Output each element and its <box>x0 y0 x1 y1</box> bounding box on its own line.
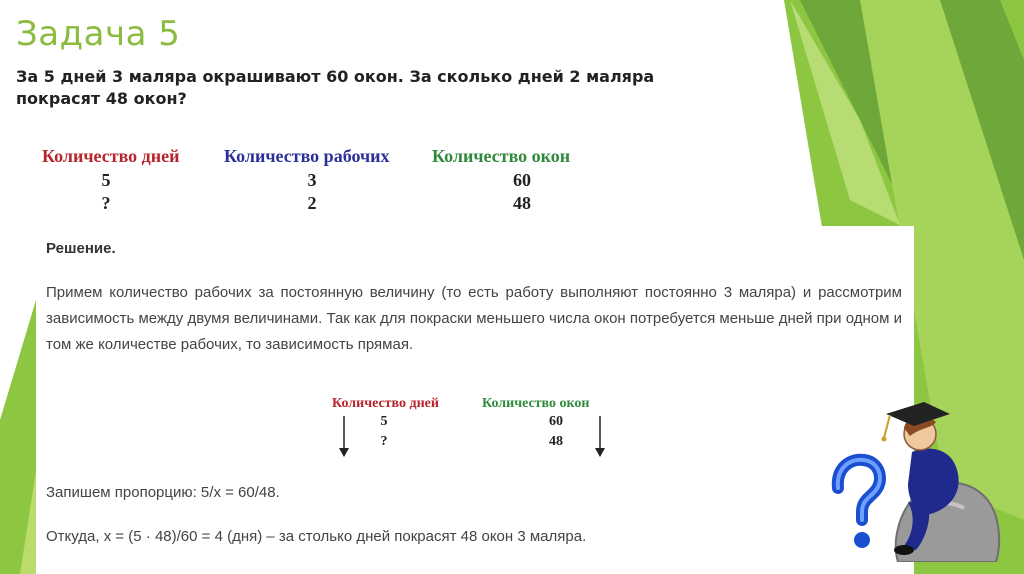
question-mark-icon <box>838 460 880 548</box>
mortarboard-cap <box>886 402 950 426</box>
down-arrow-icon <box>338 416 350 458</box>
cell2-windows-1: 60 <box>549 414 563 429</box>
header-days-2: Количество дней <box>332 396 439 411</box>
down-arrow-icon <box>594 416 606 458</box>
header-windows-2: Количество окон <box>482 396 590 411</box>
task-text: За 5 дней 3 маляра окрашивают 60 окон. За сколько дней 2 маляра покрасят 48 окон? <box>16 67 655 108</box>
header-workers: Количество рабочих <box>224 146 390 166</box>
cell-windows-2: 48 <box>513 193 531 213</box>
cell-workers-1: 3 <box>307 170 317 190</box>
graduate-thinker-illustration <box>828 392 1004 562</box>
proportion-text: Запишем пропорцию: 5/х = 60/48. <box>46 484 280 501</box>
header-windows: Количество окон <box>432 146 571 166</box>
cell2-windows-2: 48 <box>549 434 563 449</box>
cell2-days-2: ? <box>380 434 388 449</box>
solution-heading: Решение. <box>46 240 116 257</box>
cell-workers-2: 2 <box>307 193 317 213</box>
answer-text: Откуда, х = (5 · 48)/60 = 4 (дня) – за столько дней покрасят 48 окон 3 маляра. <box>46 528 587 545</box>
solution-panel <box>36 226 914 574</box>
header-days: Количество дней <box>42 146 180 166</box>
cell-windows-1: 60 <box>513 170 531 190</box>
cell-days-2: ? <box>101 193 111 213</box>
cell2-days-1: 5 <box>380 414 388 429</box>
solution-paragraph: Примем количество рабочих за постоянную величину (то есть работу выполняют постоянно 3 маляра) и рассмотрим зависимость между двумя величинами. Так как для покраски меньшего числа окон потребуется меньше дней при одном и том же количестве рабочих, то зависимость прямая. <box>46 284 902 353</box>
slide-title: Задача 5 <box>16 14 181 54</box>
cell-days-1: 5 <box>101 170 111 190</box>
